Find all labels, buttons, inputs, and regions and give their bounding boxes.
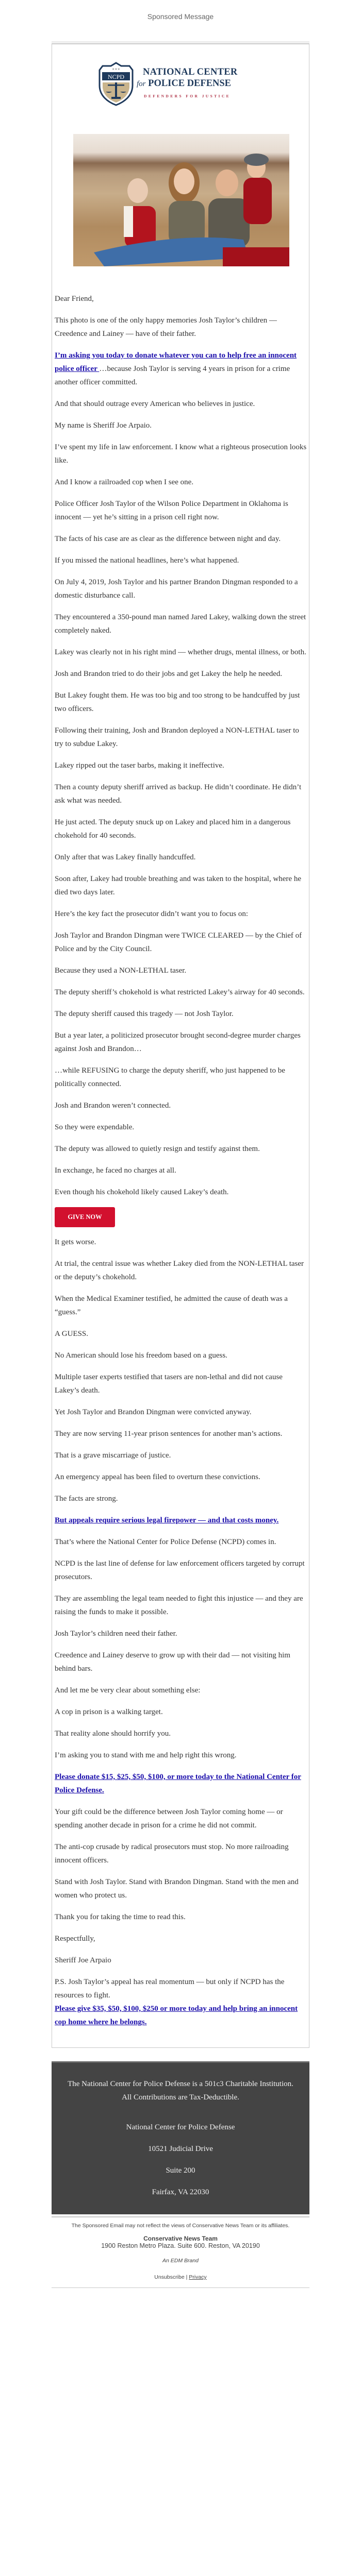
give-now-button[interactable]: GIVE NOW [55, 1207, 115, 1227]
paragraph: They are now serving 11-year prison sentences for another man’s actions. [55, 1430, 283, 1438]
paragraph: Yet Josh Taylor and Brandon Dingman were convicted anyway. [55, 1408, 252, 1416]
shield-badge-icon [97, 62, 135, 106]
donate-amounts-link[interactable]: Please donate $15, $25, $50, $100, or more today to the National Center for Police Defense. [55, 1773, 301, 1794]
paragraph: Soon after, Lakey had trouble breathing and was taken to the hospital, where he died two days later. [55, 875, 301, 896]
link-separator: | [186, 2274, 188, 2280]
donate-link[interactable]: I’m asking you today to donate whatever you can to help free an innocent police officer [55, 351, 297, 373]
appeals-donate-link[interactable]: But appeals require serious legal firepower — and that costs money. [55, 1516, 279, 1524]
paragraph: Stand with Josh Taylor. Stand with Brandon Dingman. Stand with the men and women who protect us. [55, 1878, 299, 1900]
unsubscribe-link[interactable]: Unsubscribe [154, 2274, 185, 2280]
svg-text:NCPD: NCPD [107, 73, 125, 80]
paragraph: Lakey was clearly not in his right mind — whether drugs, mental illness, or both. [55, 648, 306, 656]
email-card [52, 44, 309, 2048]
paragraph: That’s where the National Center for Police Defense (NCPD) comes in. [55, 1538, 276, 1546]
paragraph-text: …because Josh Taylor is serving 4 years in prison for a crime another officer committed. [55, 365, 290, 386]
paragraph: Josh Taylor’s children need their father. [55, 1630, 177, 1638]
logo-title-line1: NATIONAL CENTER [143, 67, 238, 77]
paragraph: That reality alone should horrify you. [55, 1730, 171, 1738]
divider [52, 2216, 309, 2217]
paragraph: The facts are strong. [55, 1495, 118, 1503]
brand-line: An EDM Brand [162, 2258, 199, 2264]
ps-donate-link[interactable]: Please give $35, $50, $100, $250 or more today and help bring an innocent cop home where he belongs. [55, 2005, 298, 2026]
paragraph: A cop in prison is a walking target. [55, 1708, 163, 1716]
paragraph: Josh Taylor and Brandon Dingman were TWICE CLEARED — by the Chief of Police and by the City Council. [55, 931, 302, 953]
paragraph: Even though his chokehold likely caused Lakey’s death. [55, 1188, 229, 1196]
paragraph: I’ve spent my life in law enforcement. I know what a righteous prosecution looks like. [55, 443, 307, 465]
paragraph: The deputy sheriff caused this tragedy — not Josh Taylor. [55, 1010, 234, 1018]
charity-line2: All Contributions are Tax-Deductible. [122, 2093, 239, 2102]
paragraph: Creedence and Lainey deserve to grow up with their dad — not visiting him behind bars. [55, 1651, 290, 1673]
paragraph [55, 2002, 308, 2029]
paragraph: Multiple taser experts testified that tasers are non-lethal and did not cause Lakey’s death. [55, 1373, 283, 1395]
paragraph: If you missed the national headlines, here’s what happened. [55, 556, 239, 565]
paragraph: When the Medical Examiner testified, he admitted the cause of death was a “guess.” [55, 1295, 288, 1316]
paragraph: I’m asking you to stand with me and help right this wrong. [55, 1751, 237, 1759]
paragraph [55, 1770, 308, 1797]
paragraph: …while REFUSING to charge the deputy sheriff, who just happened to be politically connected. [55, 1066, 285, 1088]
paragraph: At trial, the central issue was whether Lakey died from the NON-LETHAL taser or the deputy’s chokehold. [55, 1260, 304, 1281]
publisher-name: Conservative News Team [143, 2235, 218, 2242]
paragraph: That is a grave miscarriage of justice. [55, 1451, 171, 1460]
org-name: National Center for Police Defense [126, 2123, 235, 2131]
org-street: 10521 Judicial Drive [148, 2145, 213, 2153]
paragraph: But Lakey fought them. He was too big and too strong to be handcuffed by just two officers. [55, 691, 300, 713]
paragraph: Then a county deputy sheriff arrived as backup. He didn’t coordinate. He didn’t ask what was needed. [55, 783, 302, 805]
paragraph: No American should lose his freedom based on a guess. [55, 1351, 227, 1360]
logo-title-line2 [137, 78, 231, 89]
paragraph: And that should outrage every American who believes in justice. [55, 400, 255, 408]
paragraph: Lakey ripped out the taser barbs, making it ineffective. [55, 761, 224, 770]
paragraph: It gets worse. [55, 1238, 96, 1246]
paragraph: He just acted. The deputy snuck up on Lakey and placed him in a dangerous chokehold for 40 seconds. [55, 818, 291, 840]
paragraph: The anti-cop crusade by radical prosecutors must stop. No more railroading innocent officers. [55, 1843, 289, 1865]
org-footer [52, 2061, 309, 2214]
paragraph: The deputy was allowed to quietly resign and testify against them. [55, 1145, 260, 1153]
paragraph: So they were expendable. [55, 1123, 135, 1131]
sponsored-message-label: Sponsored Message [147, 12, 214, 21]
divider [52, 2287, 309, 2288]
paragraph: And let me be very clear about something else: [55, 1686, 201, 1694]
paragraph [55, 349, 308, 389]
footer-links [52, 2274, 309, 2280]
paragraph: On July 4, 2019, Josh Taylor and his partner Brandon Dingman responded to a domestic disturbance call. [55, 578, 298, 600]
paragraph: The deputy sheriff’s chokehold is what restricted Lakey’s airway for 40 seconds. [55, 988, 305, 996]
paragraph: Respectfully, [55, 1935, 95, 1943]
paragraph: Your gift could be the difference between Josh Taylor coming home — or spending another decade in prison for a crime he did not commit. [55, 1808, 283, 1829]
logo-tagline: DEFENDERS FOR JUSTICE [144, 94, 231, 98]
disclaimer: The Sponsored Email may not reflect the views of Conservative News Team or its affiliates. [71, 2223, 290, 2229]
paragraph: But a year later, a politicized prosecutor brought second-degree murder charges against Josh and Brandon… [55, 1031, 301, 1053]
paragraph: They are assembling the legal team needed to fight this injustice — and they are raising the funds to make it possible. [55, 1595, 303, 1616]
logo-for: for [137, 80, 146, 88]
paragraph: Dear Friend, [55, 295, 94, 303]
paragraph: NCPD is the last line of defense for law enforcement officers targeted by corrupt prosecutors. [55, 1560, 305, 1581]
paragraph: They encountered a 350-pound man named Jared Lakey, walking down the street completely naked. [55, 613, 306, 635]
privacy-link[interactable]: Privacy [189, 2274, 207, 2280]
paragraph: The facts of his case are as clear as the difference between night and day. [55, 535, 281, 543]
paragraph: And I know a railroaded cop when I see one. [55, 478, 194, 486]
paragraph: In exchange, he faced no charges at all. [55, 1166, 176, 1175]
paragraph: A GUESS. [55, 1330, 89, 1338]
org-suite: Suite 200 [166, 2166, 195, 2175]
org-city: Fairfax, VA 22030 [152, 2188, 209, 2196]
paragraph: Following their training, Josh and Brandon deployed a NON-LETHAL taser to try to subdue Lakey. [55, 726, 299, 748]
paragraph: An emergency appeal has been filed to overturn these convictions. [55, 1473, 260, 1481]
charity-line1: The National Center for Police Defense is a 501c3 Charitable Institution. [68, 2080, 293, 2088]
paragraph: My name is Sheriff Joe Arpaio. [55, 421, 152, 430]
publisher-address: 1900 Reston Metro Plaza. Suite 600. Reston, VA 20190 [101, 2242, 260, 2249]
postscript: P.S. Josh Taylor’s appeal has real momentum — but only if NCPD has the resources to fight. [55, 1978, 285, 1999]
paragraph: This photo is one of the only happy memories Josh Taylor’s children — Creedence and Lainey — have of their father. [55, 316, 277, 338]
paragraph: Only after that was Lakey finally handcuffed. [55, 853, 196, 861]
paragraph: Josh and Brandon weren’t connected. [55, 1101, 171, 1110]
logo-line2-text: POLICE DEFENSE [148, 78, 232, 89]
signature: Sheriff Joe Arpaio [55, 1956, 111, 1964]
svg-text:★★★: ★★★ [111, 68, 121, 71]
paragraph: Josh and Brandon tried to do their jobs and get Lakey the help he needed. [55, 670, 283, 678]
family-photo-image [73, 134, 289, 266]
paragraph: Because they used a NON-LETHAL taser. [55, 967, 187, 975]
family-photo [73, 134, 289, 266]
paragraph: Police Officer Josh Taylor of the Wilson Police Department in Oklahoma is innocent — yet he’s sitting in a prison cell right now. [55, 500, 288, 521]
paragraph: Here’s the key fact the prosecutor didn’t want you to focus on: [55, 910, 249, 918]
paragraph: Thank you for taking the time to read this. [55, 1913, 186, 1921]
ncpd-logo[interactable] [97, 62, 268, 108]
paragraph [55, 1514, 308, 1527]
